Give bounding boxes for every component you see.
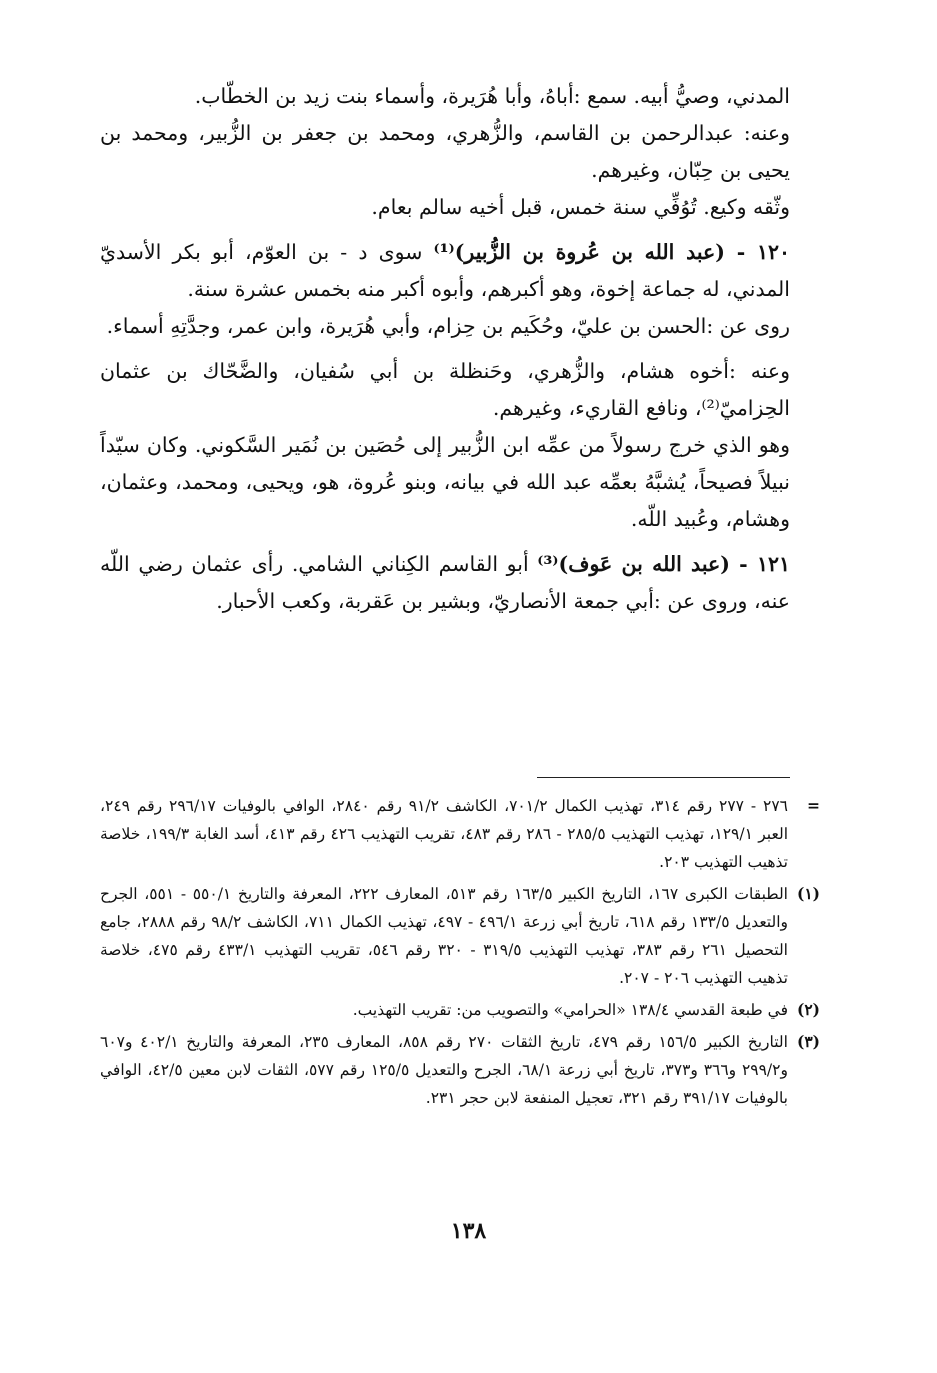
entry-121-head: ١٢١ - (عبد الله بن عَوف)⁽³⁾ [537, 552, 790, 576]
entry-121-head-rest: أبو القاسم الكِناني الشامي. رأى عثمان رضي اللّه عنه، وروى عن :أبي جمعة الأنصاريّ، وبشير بن عَقربة، وكعب الأحبار. [100, 552, 790, 613]
footnote-1 [100, 880, 820, 992]
footnote-text: التاريخ الكبير ١٥٦/٥ رقم ٤٧٩، تاريخ الثقات ٢٧٠ رقم ٨٥٨، المعارف ٢٣٥، المعرفة والتاريخ ٤٠٢/١ و٦٠٧ و٢٩٩/٢ و٣٦٦ و٣٧٣، تاريخ أبي زرعة ٦٨/١، الجرح والتعديل ١٢٥/٥ رقم ٥٧٧، الثقات لابن معين ٤٢/٥، الوافي بالوفيات ٣٩١/١٧ رقم ٣٢١، تعجيل المنفعة لابن حجر ٢٣١. [100, 1033, 788, 1107]
footnote-text: في طبعة القدسي ١٣٨/٤ «الحرامي» والتصويب من: تقريب التهذيب. [352, 1001, 788, 1019]
entry-121 [100, 546, 790, 620]
main-text [100, 78, 790, 620]
footnote-3 [100, 1028, 820, 1112]
footnote-continued [100, 792, 820, 876]
footnote-mark: (١) [796, 884, 820, 903]
footnote-mark: = [807, 796, 820, 815]
intro-line-1: المدني، وصيُّ أبيه. سمع :أباهُ، وأبا هُرَيرة، وأسماء بنت زيد بن الخطّاب. [194, 84, 790, 108]
footnote-divider [537, 777, 790, 778]
footnotes [100, 792, 820, 1116]
footnote-text: الطبقات الكبرى ١٦٧، التاريخ الكبير ١٦٣/٥ رقم ٥١٣، المعارف ٢٢٢، المعرفة والتاريخ ٥٥٠/١ - ٥٥١، الجرح والتعديل ١٣٣/٥ رقم ٦١٨، تاريخ أبي زرعة ٤٩٦/١ - ٤٩٧، تهذيب الكمال ٧١١، الكاشف ٩٨/٢ رقم ٢٨٨٨، جامع التحصيل ٢٦١ رقم ٣٨٣، تهذيب التهذيب ٣١٩/٥ - ٣٢٠ رقم ٥٤٦، تقريب التهذيب ٤٣٣/١ رقم ٤٧٥، خلاصة تذهيب التهذيب ٢٠٦ - ٢٠٧. [100, 885, 788, 987]
footnote-mark: (٣) [796, 1032, 820, 1051]
footnote-text: ٢٧٦ - ٢٧٧ رقم ٣١٤، تهذيب الكمال ٧٠١/٢، الكاشف ٩١/٢ رقم ٢٨٤٠، الوافي بالوفيات ٢٩٦/١٧ رقم ٢٤٩، العبر ١٢٩/١، تهذيب التهذيب ٢٨٥/٥ - ٢٨٦ رقم ٤٨٣، تقريب التهذيب ٤٢٦ رقم ٤١٣، أسد الغابة ١٩٩/٣، خلاصة تذهيب التهذيب ٢٠٣. [100, 797, 789, 871]
entry-120 [100, 234, 790, 308]
footnote-mark: (٢) [796, 1000, 820, 1019]
intro-line-2: وعنه: عبدالرحمن بن القاسم، والزُّهري، ومحمد بن جعفر بن الزُّبير، ومحمد بن يحيى بن حِبّان، وغيرهم. [100, 121, 790, 182]
footnote-2 [100, 996, 820, 1024]
entry-120-head: ١٢٠ - (عبد الله بن عُروة بن الزُّبير)⁽¹⁾ [433, 240, 790, 264]
entry-120-head-rest: سوى د - بن العوّم، أبو بكر الأسديّ المدني، له جماعة إخوة، وهو أكبرهم، وأبوه أكبر منه بخمس عشرة سنة. [100, 240, 790, 301]
page-number: ١٣٨ [450, 1218, 487, 1244]
intro-line-3: وثّقه وكيع. تُوُفِّي سنة خمس، قبل أخيه سالم بعام. [371, 195, 790, 219]
entry-120-bio: وهو الذي خرج رسولاً من عمِّه ابن الزُّبير إلى حُصَين بن نُمَير السَّكوني. وكان سيّداً نبيلاً فصيحاً، يُشبَّهُ بعمِّه عبد الله في بيانه، وبنو عُروة، هو، ويحيى، ومحمد، وعثمان، وهشام، وعُبيد اللّه. [100, 433, 790, 531]
entry-120-narrated-by: وعنه :أخوه هشام، والزُّهري، وحَنظلة بن أبي سُفيان، والضَّحّاك بن عثمان الحِزاميّ⁽²⁾، ونافع القاريء، وغيرهم. [100, 359, 790, 420]
entry-120-narrated-from: روى عن :الحسن بن عليّ، وحُكَيم بن حِزام، وأبي هُرَيرة، وابن عمر، وجدَّتِهِ أسماء. [106, 314, 790, 338]
